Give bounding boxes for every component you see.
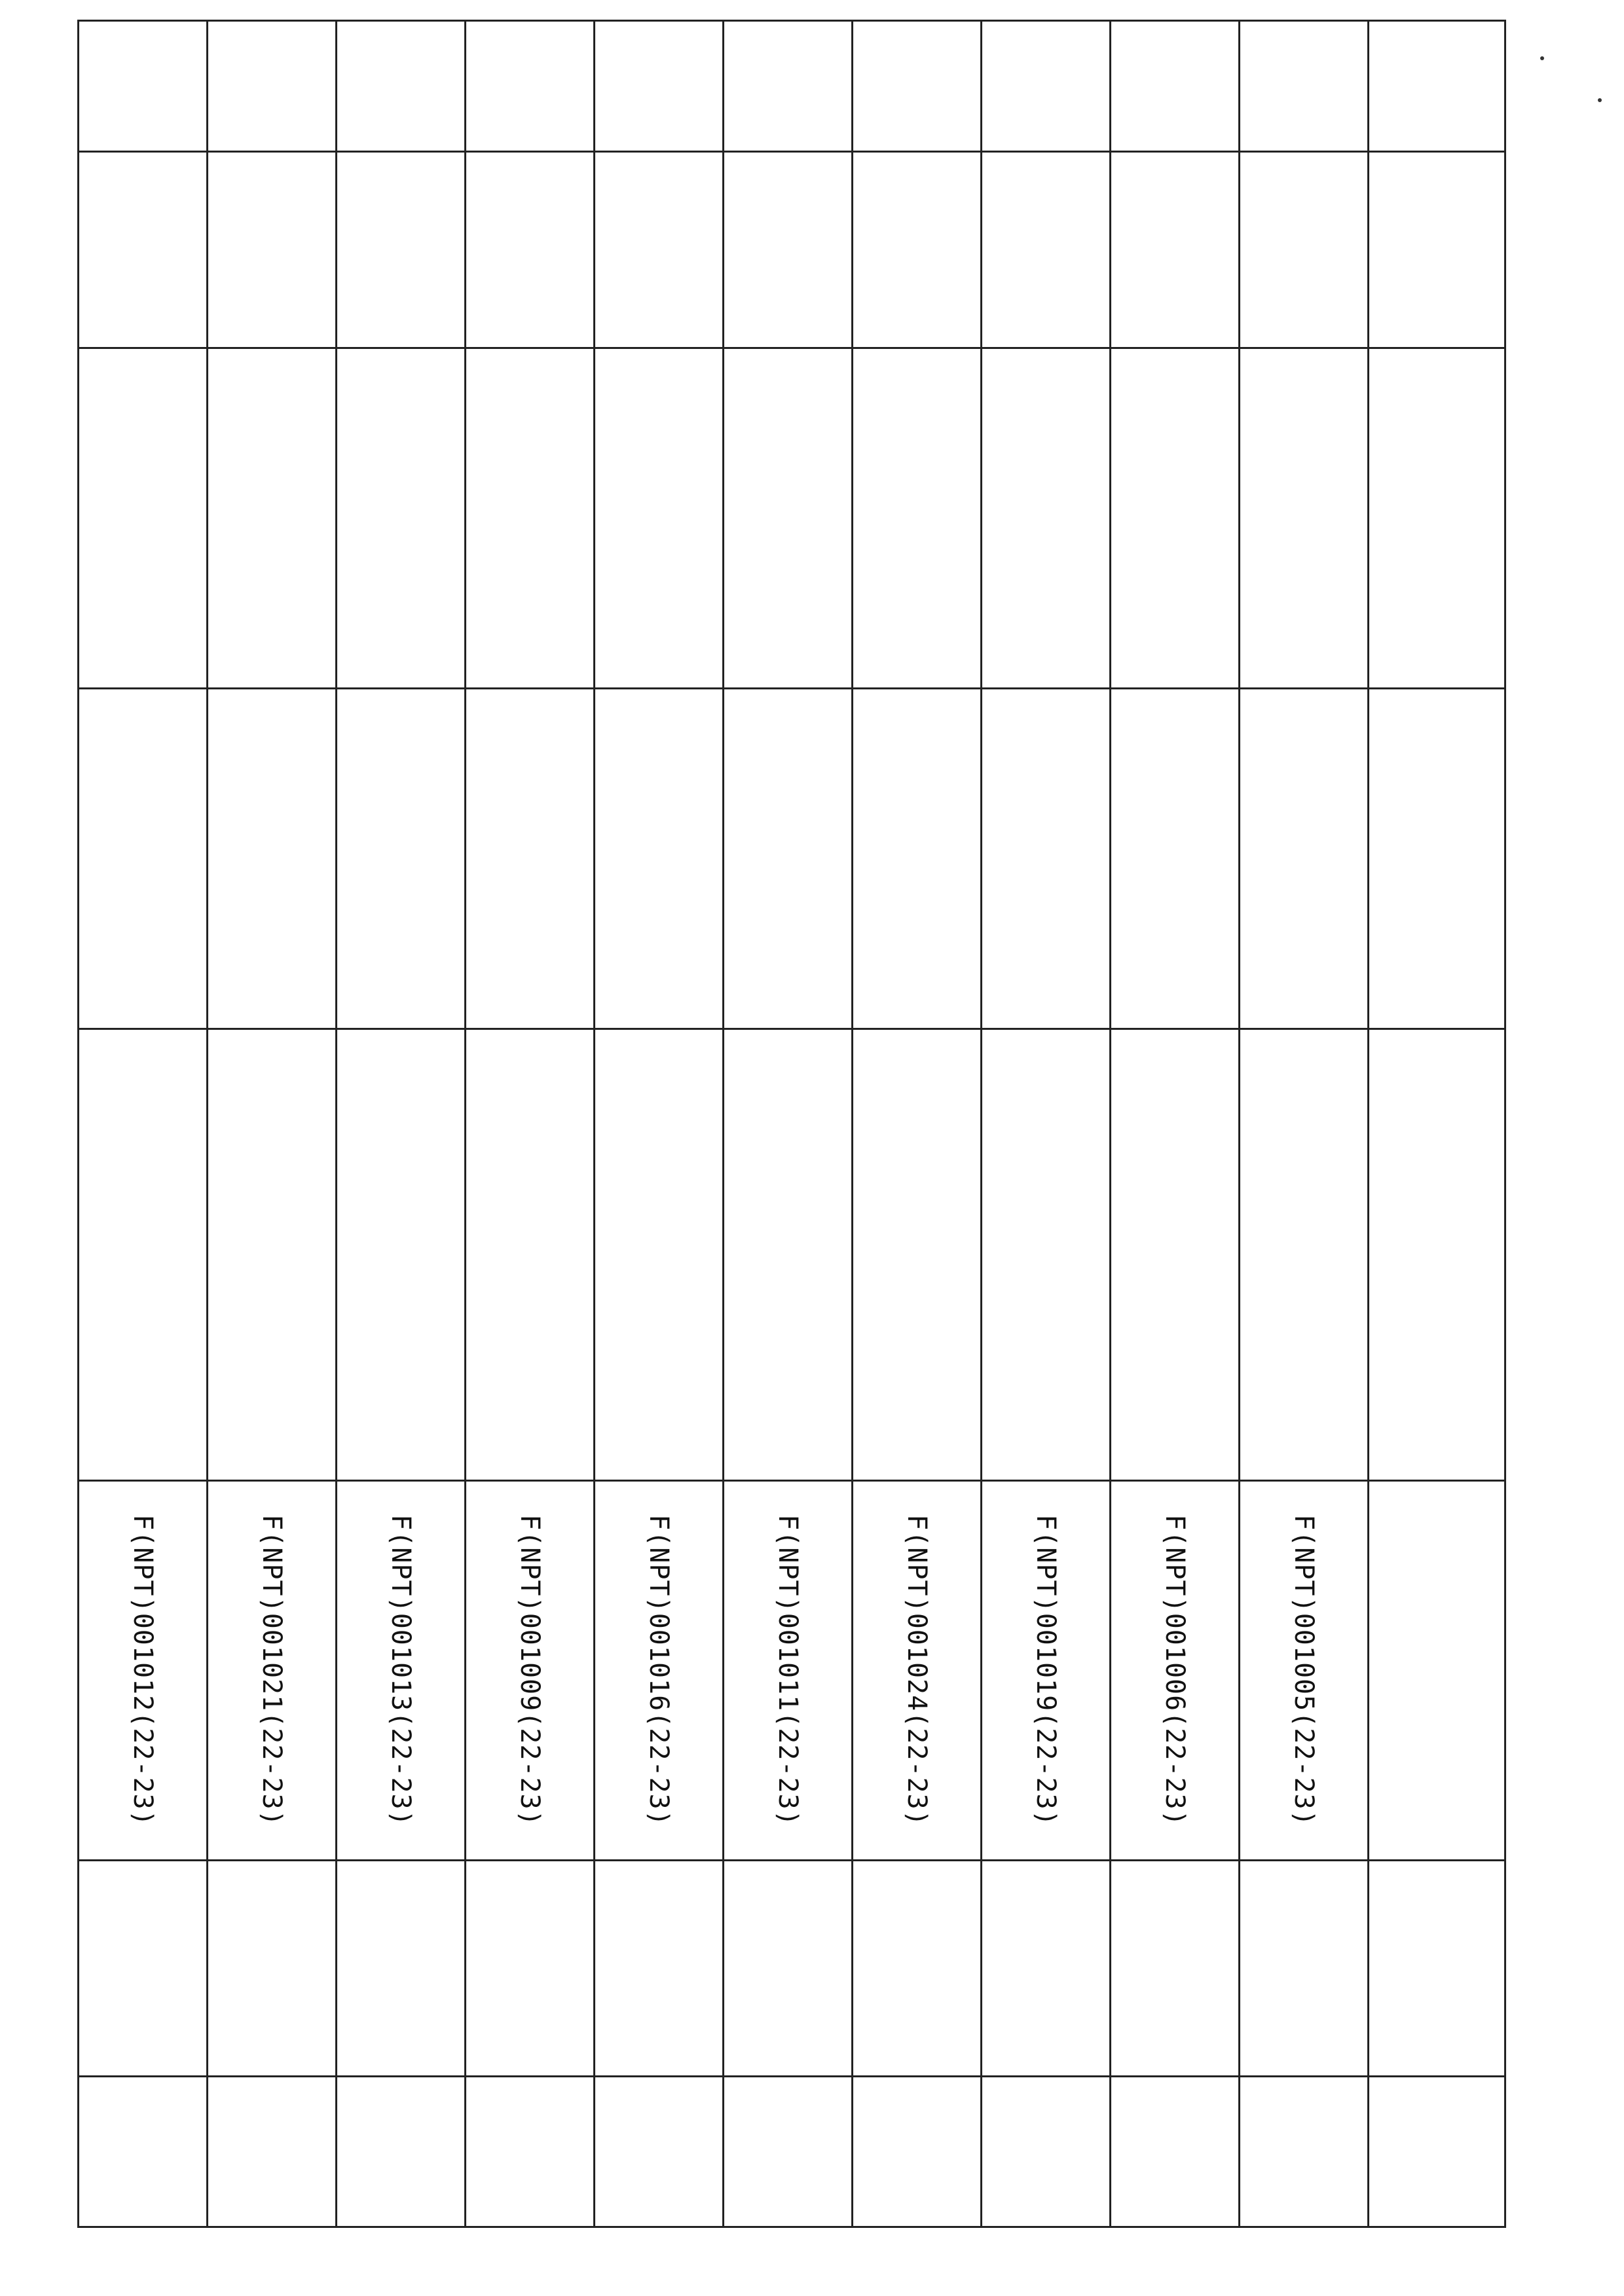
table-header (1369, 21, 1505, 2227)
row-village-cell (853, 689, 982, 1029)
row-date-cell (595, 152, 724, 348)
row-registration-cell: F(NPT)001006(22-23) (1111, 1481, 1240, 1861)
row-registration-cell: F(NPT)001021(22-23) (208, 1481, 337, 1861)
records-table (77, 20, 1506, 2228)
row-registration-cell: F(NPT)001024(22-23) (853, 1481, 982, 1861)
row-number-cell (208, 21, 337, 152)
table-row (853, 21, 982, 2227)
row-type-cell (853, 2077, 982, 2227)
row-type-cell (1240, 2077, 1369, 2227)
table-row (208, 21, 337, 2227)
table-row (466, 21, 595, 2227)
header-cell-village (1369, 689, 1505, 1029)
row-registration-cell: F(NPT)001012(22-23) (79, 1481, 208, 1861)
document-title (59, 20, 98, 2226)
row-name-cell (337, 348, 466, 689)
row-registration-cell: F(NPT)001005(22-23) (1240, 1481, 1369, 1861)
row-village-cell (724, 689, 853, 1029)
row-registration-cell: F(NPT)001013(22-23) (337, 1481, 466, 1861)
row-department-cell (724, 1861, 853, 2077)
header-cell-department (1369, 1861, 1505, 2077)
table-row (724, 21, 853, 2227)
row-village-cell (337, 689, 466, 1029)
row-village-cell (466, 689, 595, 1029)
row-department-cell (337, 1861, 466, 2077)
row-date-cell (982, 152, 1111, 348)
row-department-cell (208, 1861, 337, 2077)
row-type-cell (982, 2077, 1111, 2227)
header-cell-name (1369, 348, 1505, 689)
table-row (982, 21, 1111, 2227)
row-town-cell (466, 1029, 595, 1481)
row-name-cell (982, 348, 1111, 689)
row-number-cell (724, 21, 853, 152)
row-number-cell (595, 21, 724, 152)
header-cell-date (1369, 152, 1505, 348)
row-type-cell (208, 2077, 337, 2227)
header-cell-type (1369, 2077, 1505, 2227)
row-town-cell (337, 1029, 466, 1481)
row-type-cell (337, 2077, 466, 2227)
row-number-cell (1111, 21, 1240, 152)
row-registration-cell: F(NPT)001011(22-23) (724, 1481, 853, 1861)
row-village-cell (208, 689, 337, 1029)
row-number-cell (853, 21, 982, 152)
row-town-cell (853, 1029, 982, 1481)
header-row (1369, 21, 1505, 2227)
row-village-cell (982, 689, 1111, 1029)
header-cell-town (1369, 1029, 1505, 1481)
row-date-cell (1240, 152, 1369, 348)
row-town-cell (595, 1029, 724, 1481)
table-row (595, 21, 724, 2227)
row-type-cell (724, 2077, 853, 2227)
row-registration-cell: F(NPT)001019(22-23) (982, 1481, 1111, 1861)
row-name-cell (208, 348, 337, 689)
row-date-cell (853, 152, 982, 348)
row-date-cell (208, 152, 337, 348)
scan-speck (1540, 56, 1544, 60)
row-name-cell (466, 348, 595, 689)
row-town-cell (1111, 1029, 1240, 1481)
row-date-cell (337, 152, 466, 348)
row-name-cell (1240, 348, 1369, 689)
row-village-cell (1111, 689, 1240, 1029)
row-department-cell (595, 1861, 724, 2077)
row-number-cell (466, 21, 595, 152)
row-name-cell (595, 348, 724, 689)
row-date-cell (466, 152, 595, 348)
row-registration-cell: F(NPT)001016(22-23) (595, 1481, 724, 1861)
row-town-cell (208, 1029, 337, 1481)
table-row (337, 21, 466, 2227)
row-town-cell (1240, 1029, 1369, 1481)
row-town-cell (982, 1029, 1111, 1481)
row-name-cell (724, 348, 853, 689)
row-town-cell (724, 1029, 853, 1481)
row-name-cell (853, 348, 982, 689)
row-village-cell (1240, 689, 1369, 1029)
scan-speck (1598, 98, 1602, 102)
row-date-cell (724, 152, 853, 348)
row-type-cell (595, 2077, 724, 2227)
row-department-cell (853, 1861, 982, 2077)
row-date-cell (1111, 152, 1240, 348)
row-registration-cell: F(NPT)001009(22-23) (466, 1481, 595, 1861)
row-type-cell (466, 2077, 595, 2227)
table-body (79, 21, 1369, 2227)
row-department-cell (982, 1861, 1111, 2077)
header-cell-registration (1369, 1481, 1505, 1861)
row-department-cell (1111, 1861, 1240, 2077)
row-number-cell (337, 21, 466, 152)
table-row (1111, 21, 1240, 2227)
rotated-table-sheet (98, 20, 1506, 2226)
table-row (1240, 21, 1369, 2227)
row-number-cell (1240, 21, 1369, 152)
row-number-cell (982, 21, 1111, 152)
row-department-cell (1240, 1861, 1369, 2077)
row-name-cell (1111, 348, 1240, 689)
header-cell-no (1369, 21, 1505, 152)
row-department-cell (466, 1861, 595, 2077)
row-village-cell (595, 689, 724, 1029)
row-type-cell (1111, 2077, 1240, 2227)
